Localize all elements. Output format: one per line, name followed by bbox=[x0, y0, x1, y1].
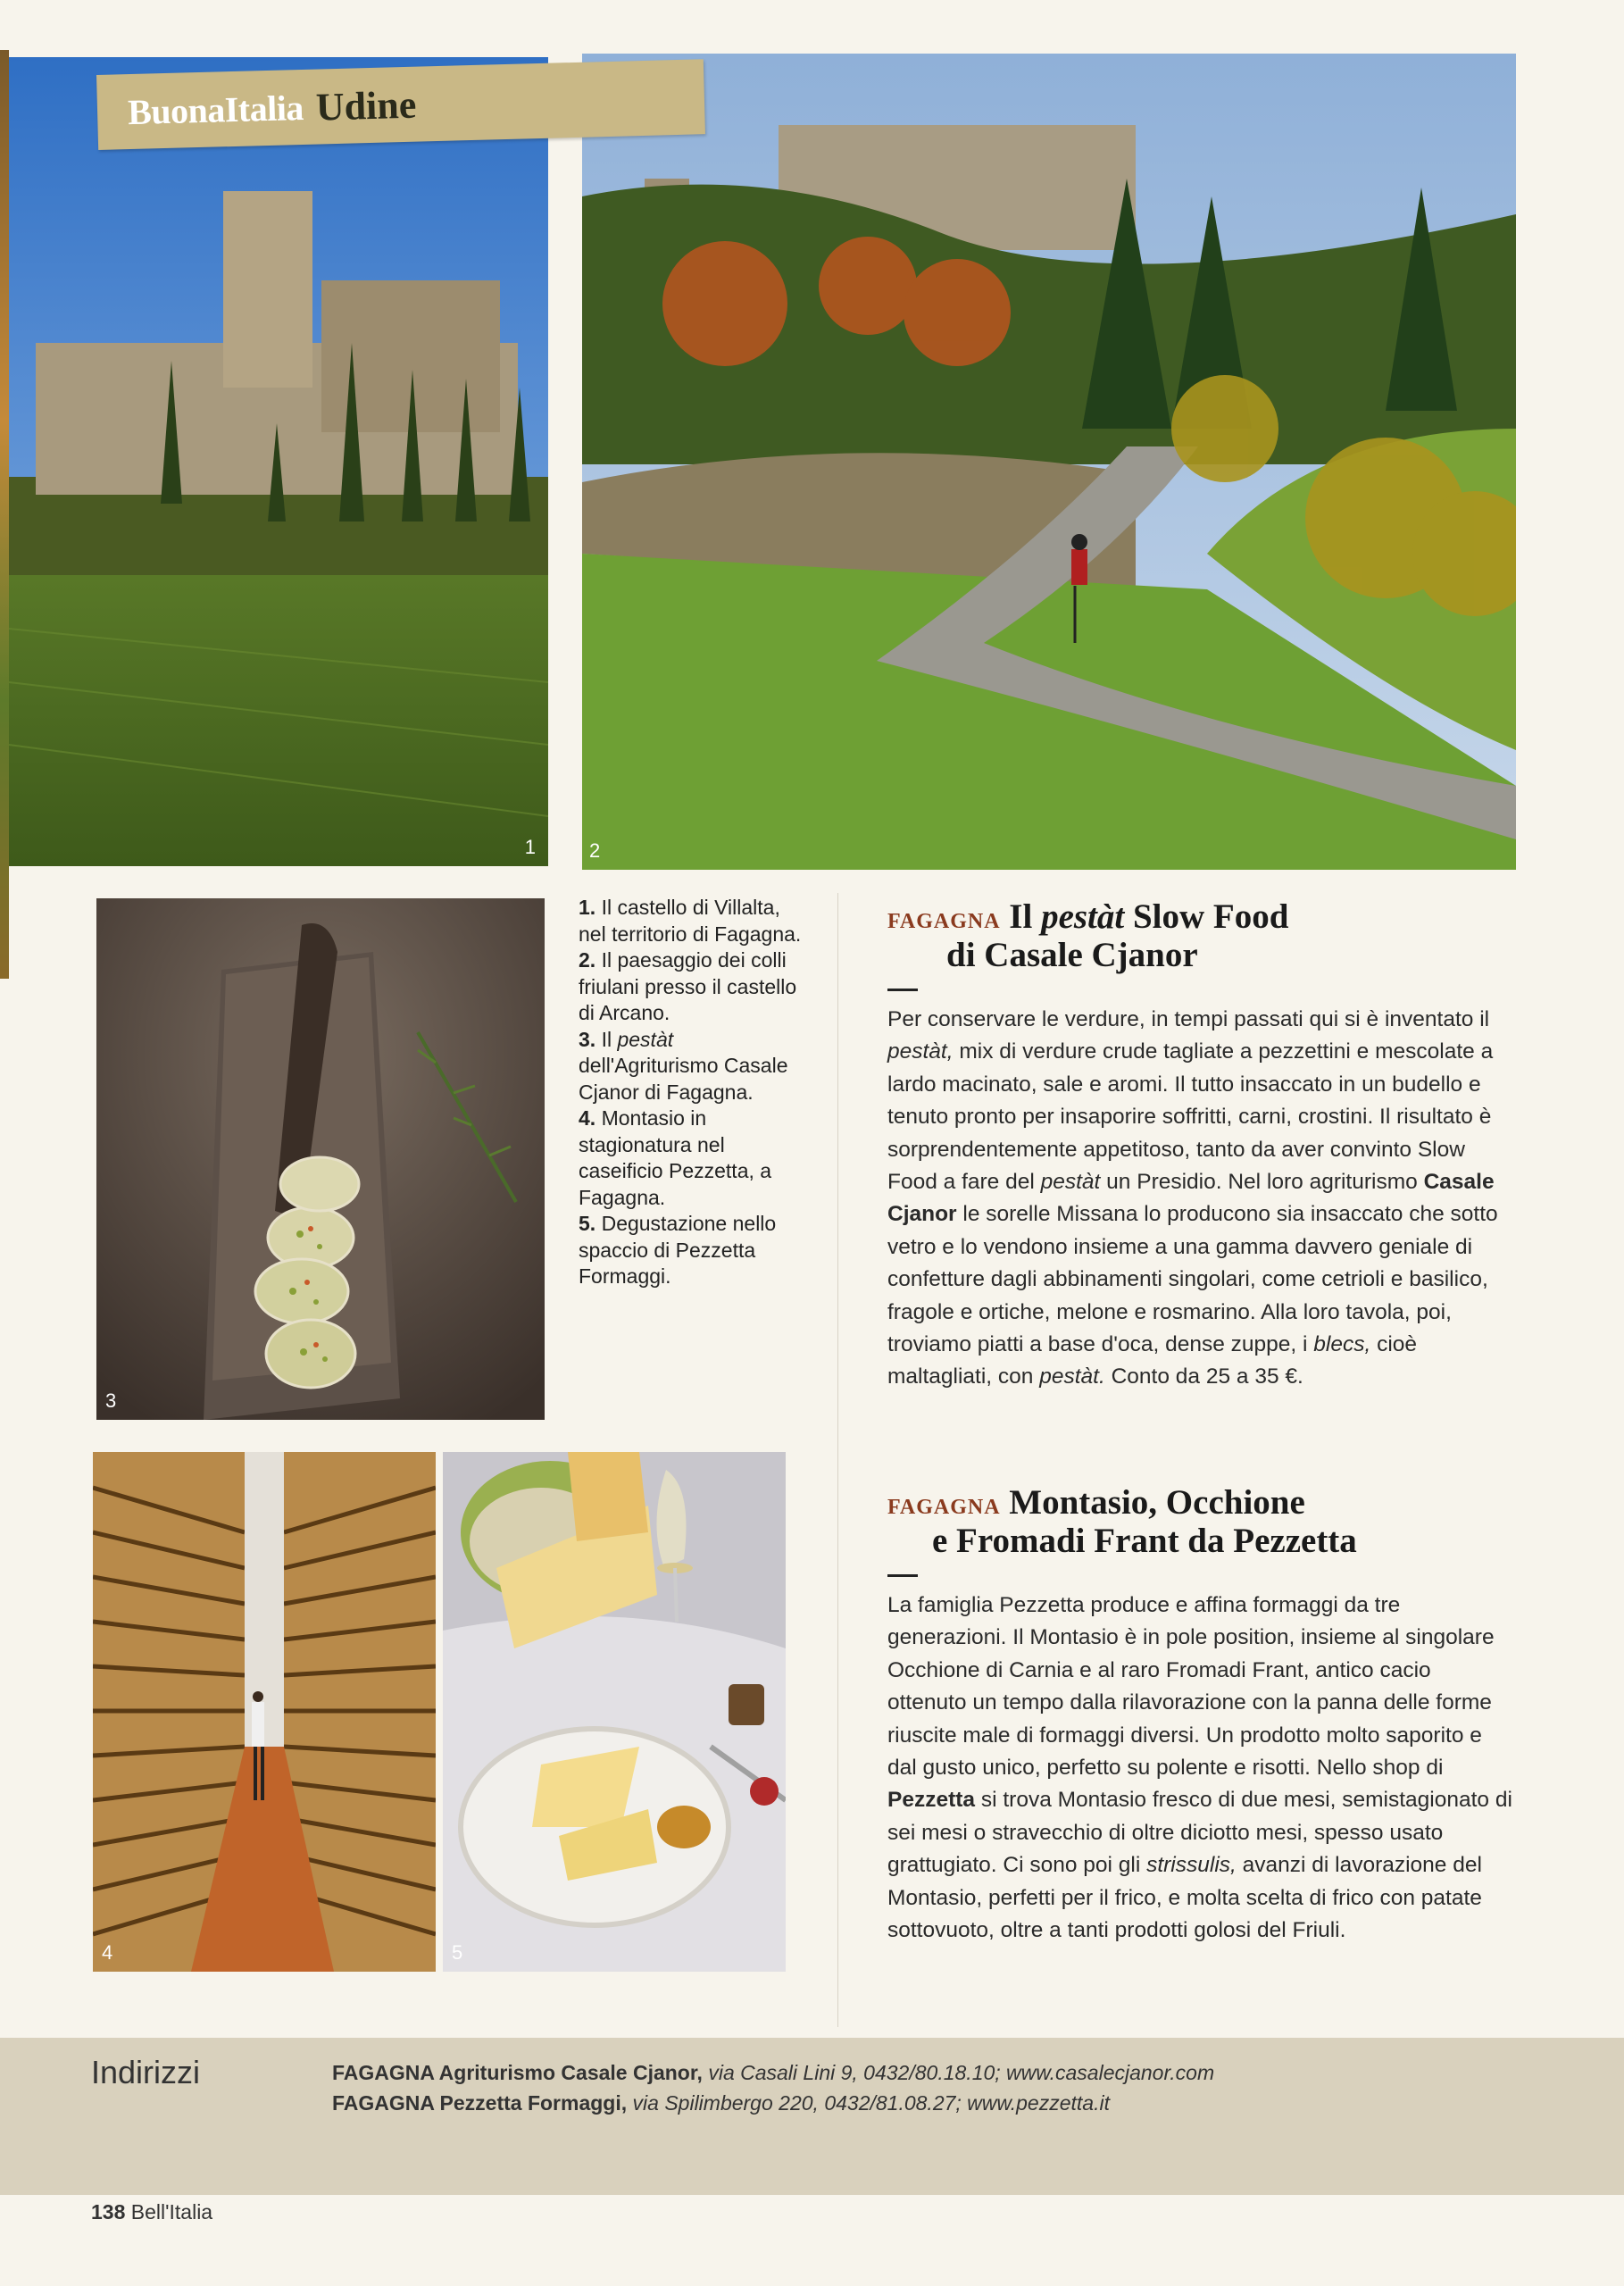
section-city: Udine bbox=[315, 82, 417, 129]
page-edge-strip bbox=[0, 50, 9, 979]
section-brand: BuonaItalia bbox=[127, 87, 304, 132]
article-pezzetta bbox=[887, 1483, 1512, 1947]
title-rule bbox=[887, 989, 918, 991]
photo-montasio-aging bbox=[93, 1452, 436, 1972]
addresses-list bbox=[332, 2057, 1214, 2118]
section-header-ribbon bbox=[96, 59, 705, 150]
article-title: FAGAGNA Montasio, Occhione e Fromadi Frant da Pezzetta bbox=[887, 1483, 1357, 1560]
photo-hills-arcano bbox=[582, 54, 1516, 870]
photo-number: 3 bbox=[105, 1389, 117, 1412]
address-item: FAGAGNA Agriturismo Casale Cjanor, via Casali Lini 9, 0432/80.18.10; www.casalecjanor.com bbox=[332, 2061, 1215, 2084]
article-title: FAGAGNA Il pestàt Slow Food di Casale Cjanor bbox=[887, 897, 1289, 974]
photo-captions bbox=[579, 895, 802, 1290]
caption-5: 5. Degustazione nello spaccio di Pezzetta Formaggi. bbox=[579, 1212, 777, 1288]
article-body: Per conservare le verdure, in tempi passati qui si è inventato il pestàt, mix di verdure crude tagliate a pezzettini e mescolate a lardo macinato, sale e aromi. Il tutto insaccato in un budello e tenuto pronto per insaporire soffritti, carni, crostini. Il risultato è sorprendentemente appetitoso, tanto da aver convinto Slow Food a fare del pestàt un Presidio. Nel loro agriturismo Casale Cjanor le sorelle Missana lo producono sia insaccato che sotto vetro e lo vendono insieme a una gamma davvero geniale di confetture dagli abbinamenti singolari, come cetrioli e basilico, fragole e ortiche, melone e rosmarino. Alla loro tavola, poi, troviamo piatti a base d'oca, dense zuppe, i blecs, cioè maltagliati, con pestàt. Conto da 25 a 35 €. bbox=[887, 1007, 1498, 1389]
article-body: La famiglia Pezzetta produce e affina formaggi da tre generazioni. Il Montasio è in pole position, insieme al singolare Occhione di Carnia e al raro Fromadi Frant, antico cacio ottenuto un tempo dalla rilavorazione con la panna delle forme riuscite male di formaggi diversi. Un prodotto molto saporito e dal gusto unico, perfetto su polente e risotti. Nello shop di Pezzetta si trova Montasio fresco di due mesi, semistagionato di sei mesi o stravecchio di oltre diciotto mesi, spesso usato grattugiato. Ci sono poi gli strissulis, avanzi di lavorazione del Montasio, perfetti per il frico, e molta scelta di frico con patate sottovuoto, oltre a tanti prodotti golosi del Friuli. bbox=[887, 1593, 1512, 1943]
photo-number: 5 bbox=[452, 1941, 463, 1964]
column-divider bbox=[837, 893, 838, 2027]
caption-1: 1. Il castello di Villalta, nel territorio di Fagagna. bbox=[579, 896, 802, 946]
photo-number: 4 bbox=[102, 1941, 113, 1964]
photo-number: 1 bbox=[524, 836, 536, 858]
photo-pestat bbox=[96, 898, 545, 1420]
photo-number: 2 bbox=[589, 839, 601, 862]
caption-4: 4. Montasio in stagionatura nel caseificio Pezzetta, a Fagagna. bbox=[579, 1106, 772, 1209]
address-item: FAGAGNA Pezzetta Formaggi, via Spilimbergo 220, 0432/81.08.27; www.pezzetta.it bbox=[332, 2091, 1110, 2115]
addresses-title: Indirizzi bbox=[91, 2054, 201, 2090]
article-kicker: FAGAGNA bbox=[887, 910, 1001, 933]
title-rule bbox=[887, 1574, 918, 1577]
article-casale-cjanor bbox=[887, 897, 1512, 1394]
page-folio: 138 Bell'Italia bbox=[91, 2200, 213, 2223]
caption-2: 2. Il paesaggio dei colli friulani presso il castello di Arcano. bbox=[579, 948, 797, 1024]
photo-cheese-tasting bbox=[443, 1452, 786, 1972]
photo-castle-villalta bbox=[9, 57, 548, 866]
caption-3: 3. Il pestàt dell'Agriturismo Casale Cjanor di Fagagna. bbox=[579, 1027, 788, 1104]
article-kicker: FAGAGNA bbox=[887, 1496, 1001, 1519]
